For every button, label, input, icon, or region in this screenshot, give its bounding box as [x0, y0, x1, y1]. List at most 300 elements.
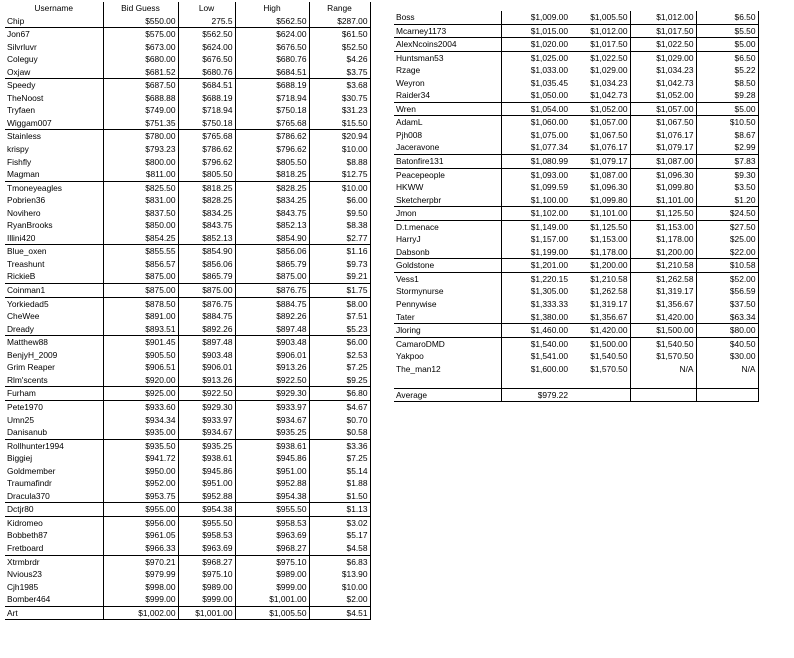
cell-high: $843.75	[235, 207, 309, 220]
table-row	[5, 232, 370, 245]
cell-range: $13.90	[309, 568, 370, 581]
cell-bid-guess: $1,380.00	[530, 311, 568, 322]
cell-username: Sketcherpbr	[394, 194, 501, 207]
cell-range: $5.00	[696, 102, 758, 116]
cell-low: $684.51	[178, 79, 235, 92]
cell-range: $52.50	[309, 41, 370, 54]
table-row	[5, 555, 370, 568]
cell-low: $856.06	[178, 258, 235, 271]
cell-high: $1,500.00	[630, 324, 696, 338]
cell-bid-guess: $749.00	[145, 105, 176, 116]
header-low: Low	[178, 2, 235, 15]
cell-high: $958.53	[235, 516, 309, 529]
cell-bid-guess: $673.00	[145, 41, 176, 52]
cell-bid-guess: $1,220.15	[501, 272, 570, 285]
cell-high: $955.50	[235, 503, 309, 517]
cell-high: $876.75	[235, 284, 309, 298]
table-row	[5, 53, 370, 66]
cell-range: $10.00	[309, 143, 370, 156]
cell-bid-guess: $961.05	[145, 530, 176, 541]
cell-high: $562.50	[235, 15, 309, 28]
cell-range: N/A	[696, 363, 758, 376]
cell-bid-guess: $837.50	[145, 207, 176, 218]
table-row	[5, 465, 370, 478]
cell-low: $1,500.00	[570, 337, 630, 350]
cell-bid-guess: $925.00	[103, 387, 178, 401]
cell-high: $718.94	[235, 92, 309, 105]
cell-range: $7.25	[309, 361, 370, 374]
cell-low: $975.10	[178, 568, 235, 581]
cell-username: Jmon	[394, 207, 501, 221]
cell-range: $61.50	[309, 28, 370, 41]
header-high: High	[235, 2, 309, 15]
table-row	[5, 270, 370, 283]
cell-range: $24.50	[696, 207, 758, 221]
cell-range: $3.50	[696, 181, 758, 194]
cell-range: $20.94	[309, 130, 370, 143]
cell-range: $9.30	[696, 168, 758, 181]
cell-high: $1,153.00	[630, 220, 696, 233]
cell-high: $1,125.50	[630, 207, 696, 221]
cell-range: $6.00	[309, 336, 370, 349]
cell-username: Illini420	[5, 232, 103, 245]
cell-range: $10.58	[696, 259, 758, 273]
cell-username: Umn25	[5, 414, 103, 427]
cell-bid-guess: $688.88	[145, 92, 176, 103]
table-row	[5, 15, 370, 28]
cell-range: $8.67	[696, 129, 758, 142]
table-row	[394, 129, 758, 142]
right-table-body	[394, 11, 758, 375]
cell-low: $1,200.00	[570, 259, 630, 273]
cell-bid-guess: $1,333.33	[530, 299, 568, 310]
cell-username: Bobbeth87	[5, 529, 103, 542]
cell-high: $903.48	[235, 336, 309, 349]
cell-high: $952.88	[235, 477, 309, 490]
cell-bid-guess: $811.00	[145, 169, 176, 180]
cell-low: $913.26	[178, 374, 235, 387]
cell-username: Grim Reaper	[5, 361, 103, 374]
cell-low: $935.25	[178, 439, 235, 452]
cell-username: Huntsman53	[394, 51, 501, 64]
cell-high: $968.27	[235, 542, 309, 555]
cell-bid-guess: $875.00	[145, 271, 176, 282]
cell-bid-guess: $681.52	[145, 66, 176, 77]
cell-high: $852.13	[235, 219, 309, 232]
cell-bid-guess: $1,009.00	[530, 12, 568, 22]
cell-low: $1,005.50	[570, 11, 630, 24]
cell-bid-guess: $850.00	[145, 220, 176, 231]
table-row	[5, 28, 370, 41]
cell-bid-guess: $1,060.00	[501, 116, 570, 129]
table-row	[5, 245, 370, 258]
cell-high: $1,420.00	[630, 311, 696, 324]
cell-bid-guess: $1,102.00	[501, 207, 570, 221]
cell-bid-guess: $1,050.00	[530, 90, 568, 101]
cell-low: $718.94	[178, 104, 235, 117]
cell-low: $680.76	[178, 66, 235, 79]
cell-bid-guess: $955.00	[103, 503, 178, 517]
cell-low: $843.75	[178, 219, 235, 232]
cell-username: Pjh008	[394, 129, 501, 142]
cell-low: $876.75	[178, 297, 235, 310]
cell-username: Peacepeople	[394, 168, 501, 181]
cell-high: $975.10	[235, 555, 309, 568]
cell-low: $1,087.00	[570, 168, 630, 181]
table-row	[394, 220, 758, 233]
cell-range: $1.50	[309, 490, 370, 503]
cell-high: $1,022.50	[630, 38, 696, 52]
table-row	[394, 77, 758, 90]
cell-low: $938.61	[178, 452, 235, 465]
cell-range: $7.25	[309, 452, 370, 465]
cell-low: $1,540.50	[570, 350, 630, 363]
table-row	[394, 272, 758, 285]
cell-bid-guess: $891.00	[145, 311, 176, 322]
table-row	[394, 102, 758, 116]
cell-username: Speedy	[5, 79, 103, 92]
cell-low: $1,153.00	[570, 233, 630, 246]
cell-range: $12.75	[309, 168, 370, 181]
cell-bid-guess: $1,600.00	[530, 363, 568, 374]
cell-username: Pete1970	[5, 400, 103, 413]
cell-range: $2.77	[309, 232, 370, 245]
table-row	[5, 606, 370, 620]
cell-username: AlexNcoins2004	[394, 38, 501, 52]
table-row	[5, 41, 370, 54]
cell-low: $933.97	[178, 414, 235, 427]
cell-low: $952.88	[178, 490, 235, 503]
cell-bid-guess: $793.23	[145, 144, 176, 155]
cell-range: $8.50	[696, 77, 758, 90]
cell-bid-guess: $1,035.45	[530, 77, 568, 88]
table-row	[394, 311, 758, 324]
cell-bid-guess: $906.51	[145, 362, 176, 373]
cell-low: $865.79	[178, 270, 235, 283]
cell-bid-guess: $854.25	[145, 232, 176, 243]
cell-low: $989.00	[178, 581, 235, 594]
cell-high: $854.90	[235, 232, 309, 245]
table-row	[394, 194, 758, 207]
cell-low: $1,096.30	[570, 181, 630, 194]
cell-bid-guess: $1,305.00	[530, 286, 568, 297]
cell-range: $15.50	[309, 117, 370, 130]
cell-username: Jon67	[5, 28, 103, 41]
cell-high: $933.97	[235, 400, 309, 413]
cell-low: $1,029.00	[570, 64, 630, 77]
table-row	[5, 130, 370, 143]
cell-range: $6.50	[696, 11, 758, 24]
cell-username: TheNoost	[5, 92, 103, 105]
cell-high: $765.68	[235, 117, 309, 130]
cell-high: $1,319.17	[630, 285, 696, 298]
cell-low: $945.86	[178, 465, 235, 478]
cell-username: Dracula370	[5, 490, 103, 503]
cell-username: BenjyH_2009	[5, 349, 103, 362]
cell-bid-guess: $1,541.00	[530, 351, 568, 362]
cell-high: $1,096.30	[630, 168, 696, 181]
cell-username: Batonfire131	[394, 155, 501, 169]
cell-username: Oxjaw	[5, 66, 103, 79]
cell-username: CheWee	[5, 310, 103, 323]
cell-high: $929.30	[235, 387, 309, 401]
cell-low: $1,067.50	[570, 129, 630, 142]
table-row	[5, 92, 370, 105]
cell-high: $938.61	[235, 439, 309, 452]
cell-bid-guess: $941.72	[145, 453, 176, 464]
cell-username: Wren	[394, 102, 501, 116]
table-row	[5, 581, 370, 594]
cell-high: $954.38	[235, 490, 309, 503]
cell-low: $1,022.50	[570, 51, 630, 64]
cell-username: Wiggam007	[5, 117, 103, 130]
cell-low: $688.19	[178, 92, 235, 105]
cell-username: Novihero	[5, 207, 103, 220]
cell-high: $951.00	[235, 465, 309, 478]
cell-username: Bomber464	[5, 593, 103, 606]
cell-range: $6.00	[309, 194, 370, 207]
cell-high: $828.25	[235, 181, 309, 194]
cell-high: $786.62	[235, 130, 309, 143]
table-row	[5, 529, 370, 542]
cell-range: $5.50	[696, 24, 758, 38]
cell-bid-guess: $1,157.00	[530, 234, 568, 245]
cell-low: $958.53	[178, 529, 235, 542]
cell-low: $875.00	[178, 284, 235, 298]
cell-username: Weyron	[394, 77, 501, 90]
cell-high: $834.25	[235, 194, 309, 207]
table-row	[5, 66, 370, 79]
cell-range: $7.51	[309, 310, 370, 323]
cell-high: $1,042.73	[630, 77, 696, 90]
cell-username: The_man12	[394, 363, 501, 376]
cell-low: $834.25	[178, 207, 235, 220]
cell-username: Boss	[394, 11, 501, 24]
cell-range: $1.16	[309, 245, 370, 258]
cell-high: $884.75	[235, 297, 309, 310]
cell-bid-guess: $1,054.00	[501, 102, 570, 116]
table-row	[394, 181, 758, 194]
cell-username: D.t.menace	[394, 220, 501, 233]
cell-high: $1,076.17	[630, 129, 696, 142]
cell-username: Yorkiedad5	[5, 297, 103, 310]
cell-bid-guess: $1,080.99	[501, 155, 570, 169]
cell-range: $2.00	[309, 593, 370, 606]
cell-high: $1,540.50	[630, 337, 696, 350]
cell-bid-guess: $831.00	[145, 195, 176, 206]
cell-low: $951.00	[178, 477, 235, 490]
cell-username: Art	[5, 606, 103, 620]
cell-bid-guess: $780.00	[103, 130, 178, 143]
cell-high: $1,034.23	[630, 64, 696, 77]
cell-bid-guess: $934.34	[145, 414, 176, 425]
cell-bid-guess: $751.35	[145, 117, 176, 128]
left-table-body	[5, 15, 370, 620]
cell-range: $9.28	[696, 89, 758, 102]
cell-high: $999.00	[235, 581, 309, 594]
cell-high: $922.50	[235, 374, 309, 387]
cell-range: $2.99	[696, 141, 758, 154]
cell-range: $25.00	[696, 233, 758, 246]
blank-row	[394, 375, 758, 388]
table-row	[394, 89, 758, 102]
cell-range: $3.02	[309, 516, 370, 529]
table-row	[394, 155, 758, 169]
table-row	[5, 374, 370, 387]
table-row	[394, 324, 758, 338]
cell-range: $4.51	[309, 606, 370, 620]
table-row	[394, 64, 758, 77]
table-row	[394, 298, 758, 311]
cell-high: $796.62	[235, 143, 309, 156]
cell-username: Coinman1	[5, 284, 103, 298]
table-row	[5, 181, 370, 194]
cell-high: $945.86	[235, 452, 309, 465]
cell-bid-guess: $933.60	[103, 400, 178, 413]
cell-username: Dready	[5, 323, 103, 336]
cell-bid-guess: $953.75	[145, 490, 176, 501]
cell-high: $684.51	[235, 66, 309, 79]
cell-range: $2.53	[309, 349, 370, 362]
cell-low: $1,210.58	[570, 272, 630, 285]
cell-range: $4.67	[309, 400, 370, 413]
cell-username: Chip	[5, 15, 103, 28]
cell-low: $955.50	[178, 516, 235, 529]
cell-low: $999.00	[178, 593, 235, 606]
table-row	[5, 79, 370, 92]
table-row	[394, 38, 758, 52]
table-row	[5, 452, 370, 465]
header-username: Username	[5, 2, 103, 15]
cell-username: Pennywise	[394, 298, 501, 311]
cell-bid-guess: $956.00	[103, 516, 178, 529]
cell-username: Biggiej	[5, 452, 103, 465]
table-row	[394, 363, 758, 376]
header-range: Range	[309, 2, 370, 15]
cell-bid-guess: $970.21	[103, 555, 178, 568]
cell-bid-guess: $1,075.00	[530, 129, 568, 140]
cell-bid-guess: $856.57	[145, 258, 176, 269]
cell-range: $9.25	[309, 374, 370, 387]
cell-high: $1,017.50	[630, 24, 696, 38]
cell-username: Jloring	[394, 324, 501, 338]
cell-username: Stormynurse	[394, 285, 501, 298]
cell-range: $6.50	[696, 51, 758, 64]
cell-range: $56.59	[696, 285, 758, 298]
cell-range: $10.50	[696, 116, 758, 129]
cell-range: $5.23	[309, 323, 370, 336]
cell-high: $676.50	[235, 41, 309, 54]
cell-username: Dctjr80	[5, 503, 103, 517]
cell-range: $80.00	[696, 324, 758, 338]
table-row	[5, 156, 370, 169]
table-row	[394, 233, 758, 246]
cell-bid-guess: $875.00	[103, 284, 178, 298]
cell-username: Rollhunter1994	[5, 439, 103, 452]
cell-bid-guess: $800.00	[145, 156, 176, 167]
cell-bid-guess: $950.00	[145, 465, 176, 476]
cell-high: $1,262.58	[630, 272, 696, 285]
header-row	[5, 2, 370, 15]
table-row	[5, 336, 370, 349]
cell-bid-guess: $1,025.00	[501, 51, 570, 64]
cell-username: Silvrluvr	[5, 41, 103, 54]
cell-low: $852.13	[178, 232, 235, 245]
table-row	[5, 117, 370, 130]
cell-username: HarryJ	[394, 233, 501, 246]
cell-high: $856.06	[235, 245, 309, 258]
cell-range: $7.83	[696, 155, 758, 169]
table-row	[5, 310, 370, 323]
table-row	[394, 337, 758, 350]
cell-range: $9.21	[309, 270, 370, 283]
table-row	[5, 104, 370, 117]
header-bid-guess: Bid Guess	[121, 3, 160, 13]
table-row	[394, 51, 758, 64]
cell-high: $1,067.50	[630, 116, 696, 129]
cell-range: $4.26	[309, 53, 370, 66]
cell-low: $1,356.67	[570, 311, 630, 324]
cell-bid-guess: $966.33	[145, 542, 176, 553]
cell-high: $818.25	[235, 168, 309, 181]
cell-username: Goldmember	[5, 465, 103, 478]
table-row	[5, 143, 370, 156]
cell-low: $1,420.00	[570, 324, 630, 338]
cell-high: $1,210.58	[630, 259, 696, 273]
table-row	[5, 361, 370, 374]
cell-username: Furham	[5, 387, 103, 401]
cell-high: $750.18	[235, 104, 309, 117]
cell-bid-guess: $687.50	[103, 79, 178, 92]
cell-range: $30.75	[309, 92, 370, 105]
cell-range: $22.00	[696, 246, 758, 259]
cell-low: $1,057.00	[570, 116, 630, 129]
cell-username: Xtrmbrdr	[5, 555, 103, 568]
cell-range: $27.50	[696, 220, 758, 233]
table-row	[394, 116, 758, 129]
cell-range: $0.70	[309, 414, 370, 427]
cell-high: $989.00	[235, 568, 309, 581]
table-row	[394, 11, 758, 24]
cell-low: $828.25	[178, 194, 235, 207]
cell-low: $929.30	[178, 400, 235, 413]
cell-bid-guess: $1,199.00	[530, 246, 568, 257]
cell-bid-guess: $893.51	[145, 323, 176, 334]
cell-low: 275.5	[178, 15, 235, 28]
cell-range: $6.83	[309, 555, 370, 568]
cell-username: Magman	[5, 168, 103, 181]
cell-range: $6.80	[309, 387, 370, 401]
table-row	[5, 477, 370, 490]
table-row	[394, 207, 758, 221]
cell-low: $1,001.00	[178, 606, 235, 620]
table-row	[394, 285, 758, 298]
table-row	[394, 168, 758, 181]
table-row	[5, 284, 370, 298]
cell-username: Fishfly	[5, 156, 103, 169]
cell-username: Treashunt	[5, 258, 103, 271]
cell-bid-guess: $1,020.00	[501, 38, 570, 52]
cell-high: $1,079.17	[630, 141, 696, 154]
cell-high: $1,200.00	[630, 246, 696, 259]
cell-username: Tmoneyeagles	[5, 181, 103, 194]
cell-username: Goldstone	[394, 259, 501, 273]
cell-high: $963.69	[235, 529, 309, 542]
cell-username: RyanBrooks	[5, 219, 103, 232]
cell-low: $906.01	[178, 361, 235, 374]
table-row	[394, 259, 758, 273]
cell-range: $10.00	[309, 581, 370, 594]
